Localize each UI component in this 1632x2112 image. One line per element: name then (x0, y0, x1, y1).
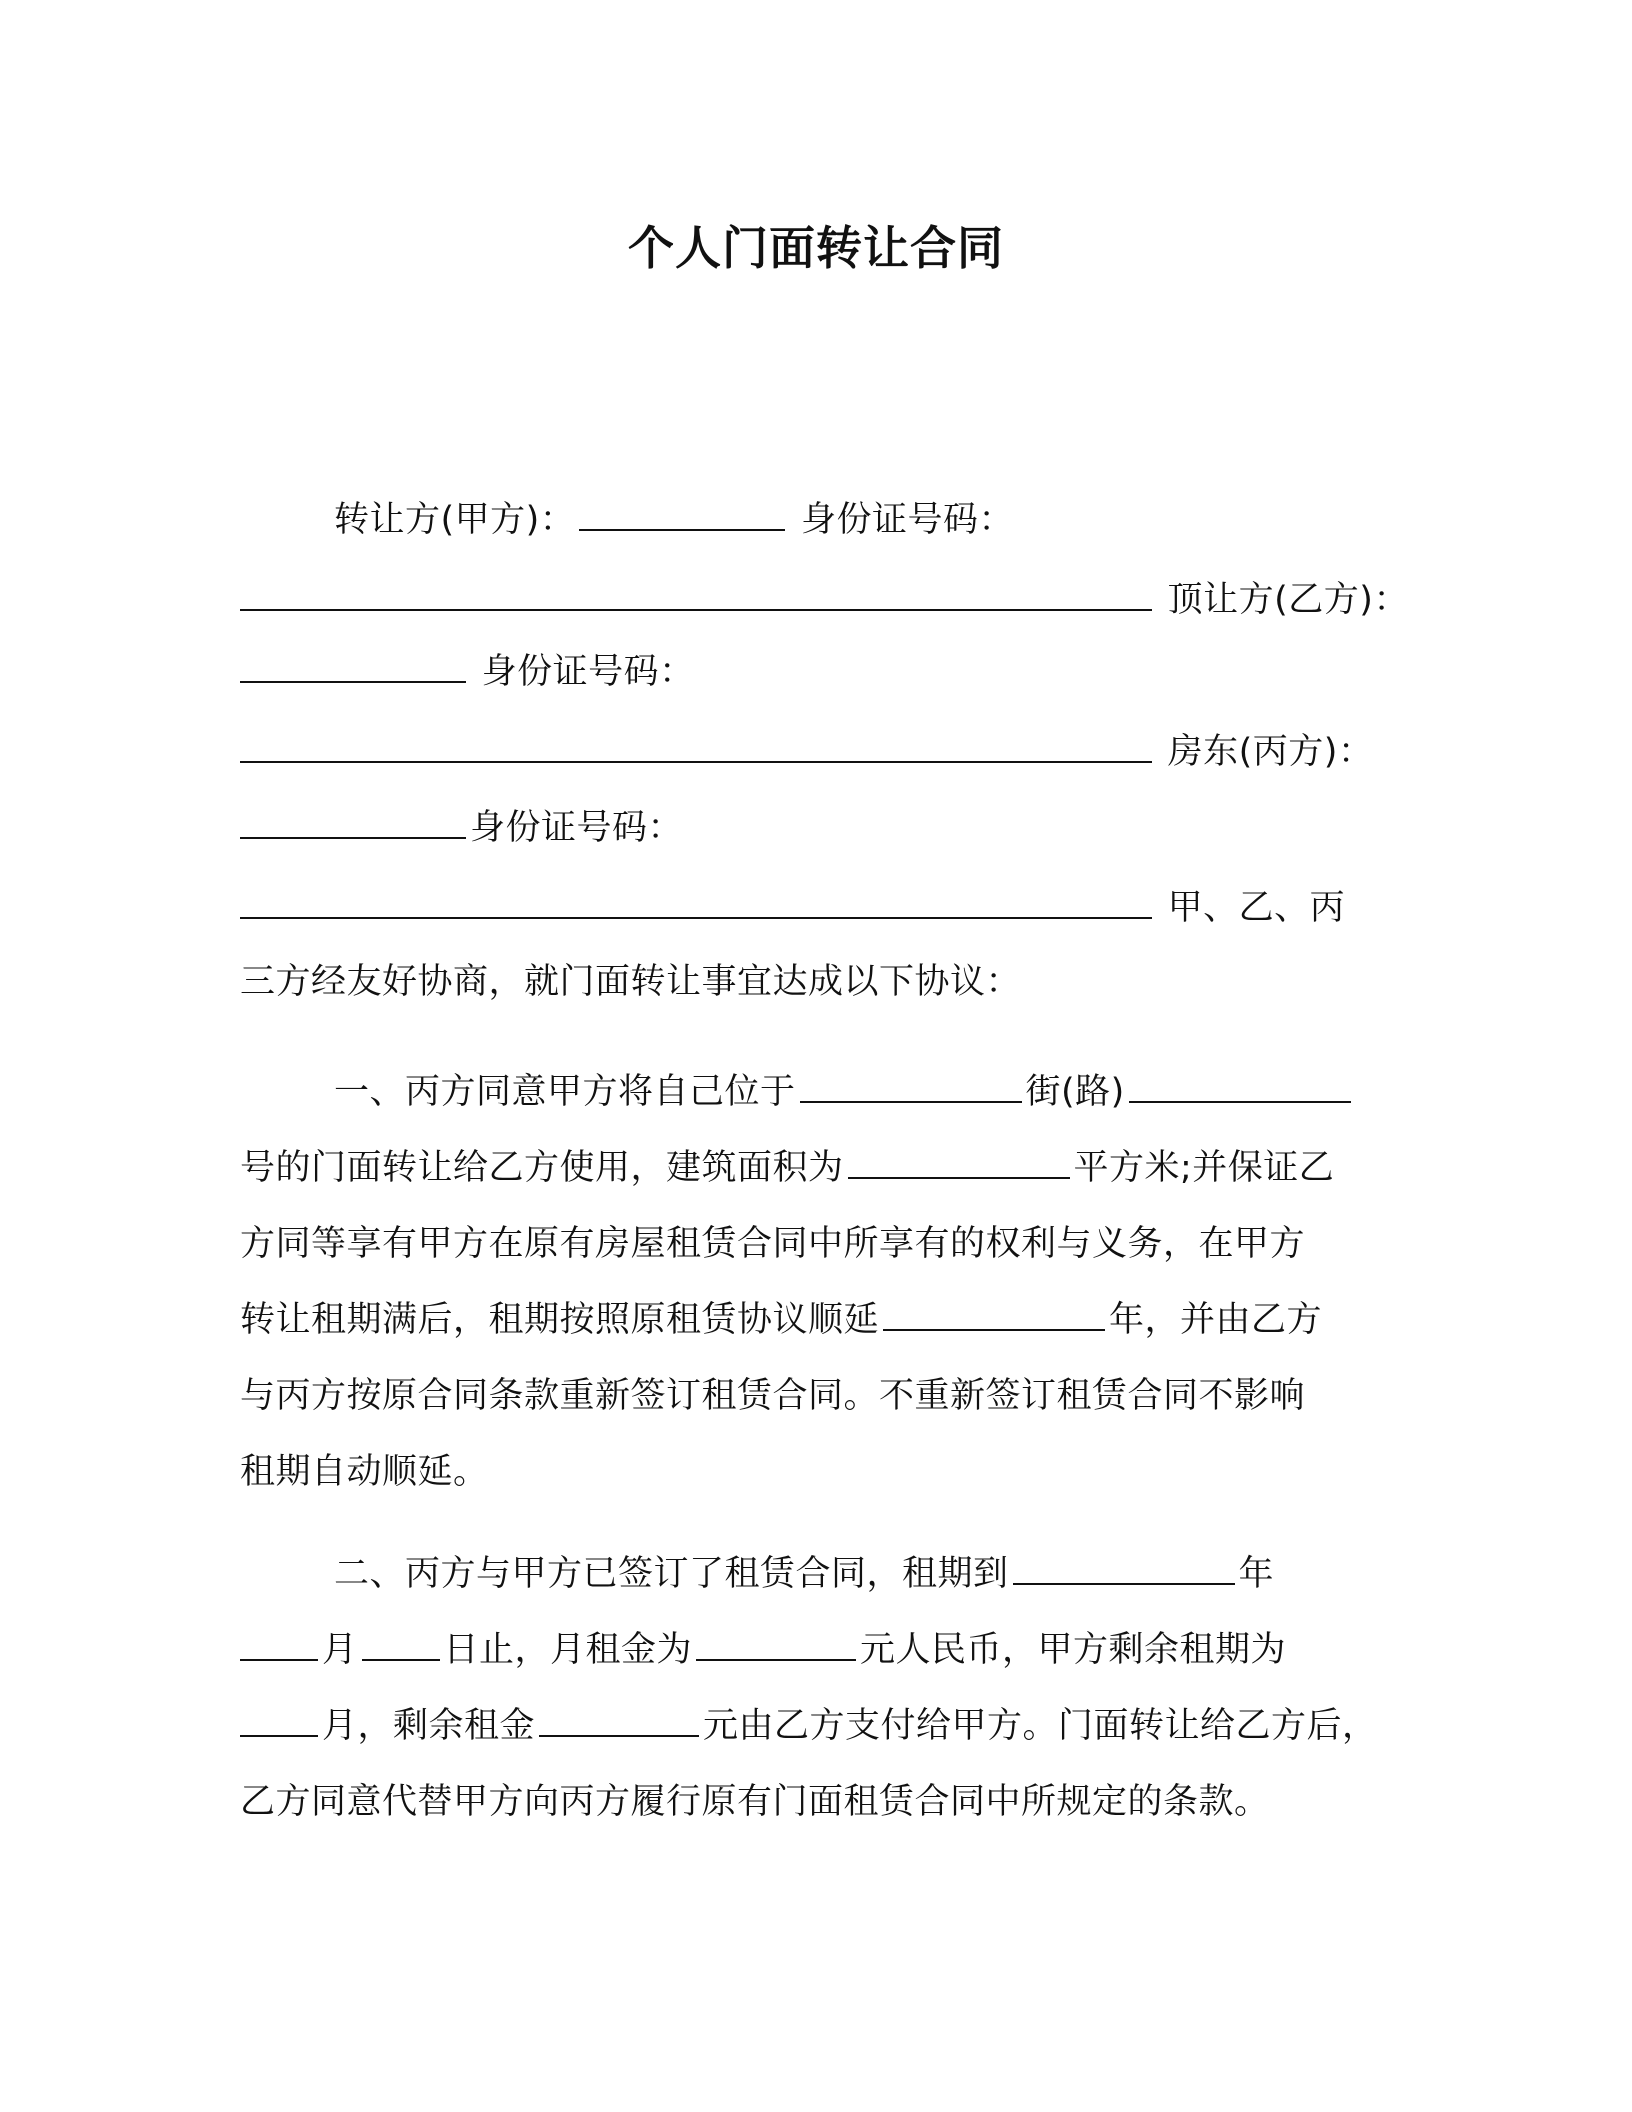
monthly-rent-blank[interactable] (696, 1629, 856, 1661)
clause1-line6: 租期自动顺延。 (240, 1452, 489, 1492)
clause1-text-a: 一、丙方同意甲方将自己位于 (334, 1072, 796, 1112)
clause2-line4: 乙方同意代替甲方向丙方履行原有门面租赁合同中所规定的条款。 (240, 1782, 1270, 1822)
clause1-line3: 方同等享有甲方在原有房屋租赁合同中所享有的权利与义务，在甲方 (240, 1224, 1306, 1264)
transferee-id-line (240, 648, 695, 696)
clause1-line2 (240, 1144, 1334, 1192)
landlord-id-label: 身份证号码： (470, 808, 684, 848)
clause2-text-f: 月，剩余租金 (322, 1706, 536, 1746)
transferee-label: 顶让方(乙方)： (1167, 580, 1409, 620)
transferor-id-label: 身份证号码： (800, 500, 1014, 540)
transferee-id-blank[interactable] (240, 731, 1152, 763)
clause1-text-d: 平方米;并保证乙 (1073, 1148, 1335, 1188)
clause1-line5: 与丙方按原合同条款重新签订租赁合同。不重新签订租赁合同不影响 (240, 1376, 1306, 1416)
lease-end-year-blank[interactable] (1013, 1553, 1235, 1585)
clause2-line2 (240, 1626, 1286, 1674)
clause2-text-d: 日止，月租金为 (443, 1630, 693, 1670)
landlord-id-blank[interactable] (240, 887, 1152, 919)
transferor-label: 转让方(甲方)： (334, 500, 576, 540)
clause1-text-c: 号的门面转让给乙方使用，建筑面积为 (240, 1148, 844, 1188)
area-blank[interactable] (848, 1147, 1070, 1179)
landlord-id-line (240, 804, 683, 852)
clause1-line1 (334, 1068, 1355, 1116)
clause1-text-f: 年，并由乙方 (1109, 1300, 1323, 1340)
street-blank[interactable] (800, 1071, 1022, 1103)
clause2-text-e: 元人民币，甲方剩余租期为 (860, 1630, 1287, 1670)
lease-end-day-blank[interactable] (362, 1629, 440, 1661)
lease-end-month-blank[interactable] (240, 1629, 318, 1661)
clause2-text-c: 月 (322, 1630, 358, 1670)
landlord-name-blank[interactable] (240, 807, 466, 839)
clause2-text-a: 二、丙方与甲方已签订了租赁合同，租期到 (334, 1554, 1009, 1594)
transferor-id-blank[interactable] (240, 579, 1152, 611)
street-number-blank[interactable] (1129, 1071, 1351, 1103)
remaining-rent-blank[interactable] (539, 1705, 699, 1737)
transferee-id-label: 身份证号码： (481, 652, 695, 692)
document-title: 个人门面转让合同 (628, 221, 1004, 275)
agreement-intro: 三方经友好协商，就门面转让事宜达成以下协议： (240, 962, 1022, 1002)
clause2-text-g: 元由乙方支付给甲方。门面转让给乙方后， (703, 1706, 1378, 1746)
remaining-months-blank[interactable] (240, 1705, 318, 1737)
parties-abc-text: 甲、乙、丙 (1167, 888, 1346, 928)
landlord-label: 房东(丙方)： (1167, 732, 1374, 772)
transferor-line (334, 496, 1014, 544)
landlord-line (240, 728, 1373, 776)
extension-years-blank[interactable] (883, 1299, 1105, 1331)
transferee-name-blank[interactable] (240, 651, 466, 683)
clause2-text-b: 年 (1238, 1554, 1275, 1594)
clause1-text-b: 街(路) (1025, 1072, 1125, 1112)
clause1-text-e: 转让租期满后，租期按照原租赁协议顺延 (240, 1300, 880, 1340)
clause1-line4 (240, 1296, 1322, 1344)
clause2-line3 (240, 1702, 1378, 1750)
parties-summary-line (240, 884, 1345, 932)
transferee-line (240, 576, 1409, 624)
clause2-line1 (334, 1550, 1274, 1598)
transferor-name-blank[interactable] (579, 499, 785, 531)
